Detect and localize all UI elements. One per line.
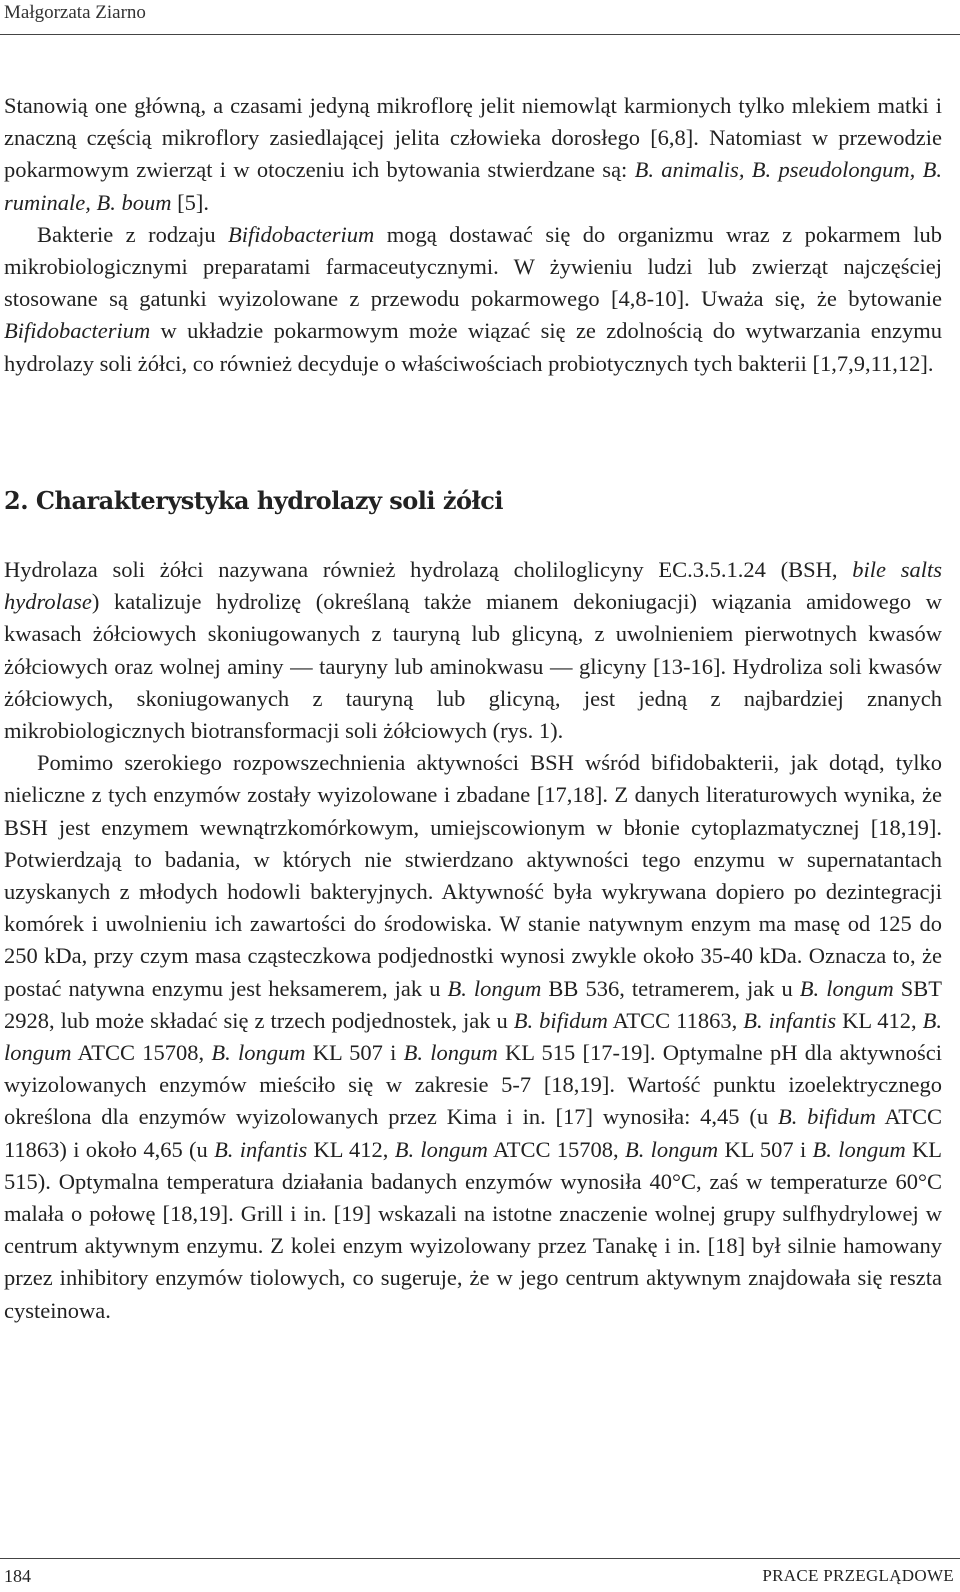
species-name: B. longum [403,1040,498,1066]
text-run: ATCC 11863, [607,1007,744,1033]
text-run: Pomimo szerokiego rozpowszechnienia aktywności BSH wśród bifidobakterii, jak dotąd, tylko nieliczne z tych enzymów zostały wyizolowane i zbadane [17,18]. Z danych literaturowych wynika, że BSH jest enzymem wewnątrzkomórkowym, umiejscowionym w błonie cytoplazmatycznej [18,19]. Potwierdzają to badania, w których nie stwierdzano aktywności tego enzymu w supernatantach uzyskanych z młodych hodowli bakteryjnych. Aktywność była wykrywana dopiero po dezintegracji komórek i uwolnieniu ich zawartości do środowiska. W stanie natywnym enzym ma masę od 125 do 250 kDa, przy czym masa cząsteczkowa podjednostki wynosi zwykle około 35-40 kDa. Oznacza to, że postać natywna enzymu jest heksamerem, jak u [4,750,942,1001]
species-names: B. animalis, B. pseudolongum, B. ruminale, B. boum [4,157,942,215]
species-name: B. bifidum [513,1007,608,1033]
text-run: [5]. [171,189,209,215]
species-name: B. longum [447,975,542,1001]
genus-name: Bifidobacterium [4,318,151,344]
text-run: Stanowią one główną, a czasami jedyną mikroflorę jelit niemowląt karmionych tylko mlekiem matki i znaczną częścią mikroflory zasiedlającej jelita człowieka dorosłego [6,8]. Natomiast w przewodzie pokarmowym zwierząt i w otoczeniu ich bytowania stwierdzane są: [4,93,942,183]
body-section-1 [4,90,942,380]
journal-section-label: PRACE PRZEGLĄDOWE [762,1566,954,1585]
english-term: bile salts hydrolase [4,557,942,615]
text-run: KL 412, [836,1007,923,1033]
species-name: B. longum [624,1136,719,1162]
section-heading: 2. Charakterystyka hydrolazy soli żółci [4,486,503,515]
paragraph-2 [4,219,942,380]
header-rule [0,34,960,35]
species-name: B. bifidum [777,1104,876,1130]
text-run: ATCC 15708, [487,1136,625,1162]
page-number: 184 [4,1566,31,1586]
text-run: KL 507 i [718,1136,813,1162]
species-name: B. longum [4,1007,942,1066]
text-run: KL 515). Optymalna temperatura działania badanych enzymów wynosiła 40°C, zaś w temperaturze 60°C malała o połowę [18,19]. Grill i in. [19] wskazali na istotne znaczenie wolnej grupy sulfhydrylowej w centrum aktywnym enzymu. Z kolei enzym wyizolowany przez Tanakę i in. [18] był silnie hamowany przez inhibitory enzymów tiolowych, co sugeruje, że w jego centrum aktywnym znajdowała się reszta cysteinowa. [4,1136,942,1323]
genus-name: Bifidobacterium [228,221,375,247]
text-run: Bakterie z rodzaju [37,221,229,247]
running-header-author: Małgorzata Ziarno [4,2,146,23]
species-name: B. longum [394,1136,488,1162]
text-run: Hydrolaza soli żółci nazywana również hydrolazą choliloglicyny EC.3.5.1.24 (BSH, [4,557,853,582]
paragraph-3 [4,554,942,747]
text-run: KL 412, [307,1136,395,1162]
text-run: ATCC 11863) i około 4,65 (u [4,1104,943,1162]
species-name: B. longum [812,1136,906,1162]
paragraph-1 [4,90,942,219]
text-run: w układzie pokarmowym może wiązać się ze zdolnością do wytwarzania enzymu hydrolazy soli żółci, co również decyduje o właściwościach probiotycznych tych bakterii [1,7,9,11,12]. [4,318,942,376]
body-section-2 [4,554,942,1327]
text-run: KL 515 [17-19]. Optymalne pH dla aktywności wyizolowanych enzymów mieściło się w zakresie 5-7 [18,19]. Wartość punktu izoelektrycznego określona dla enzymów wyizolowanych przez Kima i in. [17] wynosiła: 4,45 (u [4,1040,942,1130]
text-run: BB 536, tetramerem, jak u [541,975,800,1001]
species-name: B. infantis [743,1007,837,1033]
paragraph-4 [4,747,942,1327]
text-run: KL 507 i [305,1040,404,1066]
species-name: B. longum [211,1040,306,1066]
species-name: B. longum [799,975,894,1001]
footer-rule [0,1558,960,1559]
text-run: ATCC 15708, [71,1040,212,1066]
text-run: mogą dostawać się do organizmu wraz z pokarmem lub mikrobiologicznymi preparatami farmaceutycznymi. W żywieniu ludzi lub zwierząt najczęściej stosowane są gatunki wyizolowane z przewodu pokarmowego [4,8-10]. Uważa się, że bytowanie [4,221,943,312]
text-run: SBT 2928, lub może składać się z trzech podjednostek, jak u [4,975,943,1033]
species-name: B. infantis [214,1136,308,1162]
text-run: ) katalizuje hydrolizę (określaną także mianem dekoniugacji) wiązania amidowego w kwasach żółciowych skoniugowanych z tauryną lub glicyną, z uwolnieniem pierwotnych kwasów żółciowych oraz wolnej aminy — tauryny lub aminokwasu — glicyny [13-16]. Hydroliza soli kwasów żółciowych, skoniugowanych z tauryną lub glicyną, jest jedną z najbardziej znanych mikrobiologicznych biotransformacji soli żółciowych (rys. 1). [4,589,942,744]
